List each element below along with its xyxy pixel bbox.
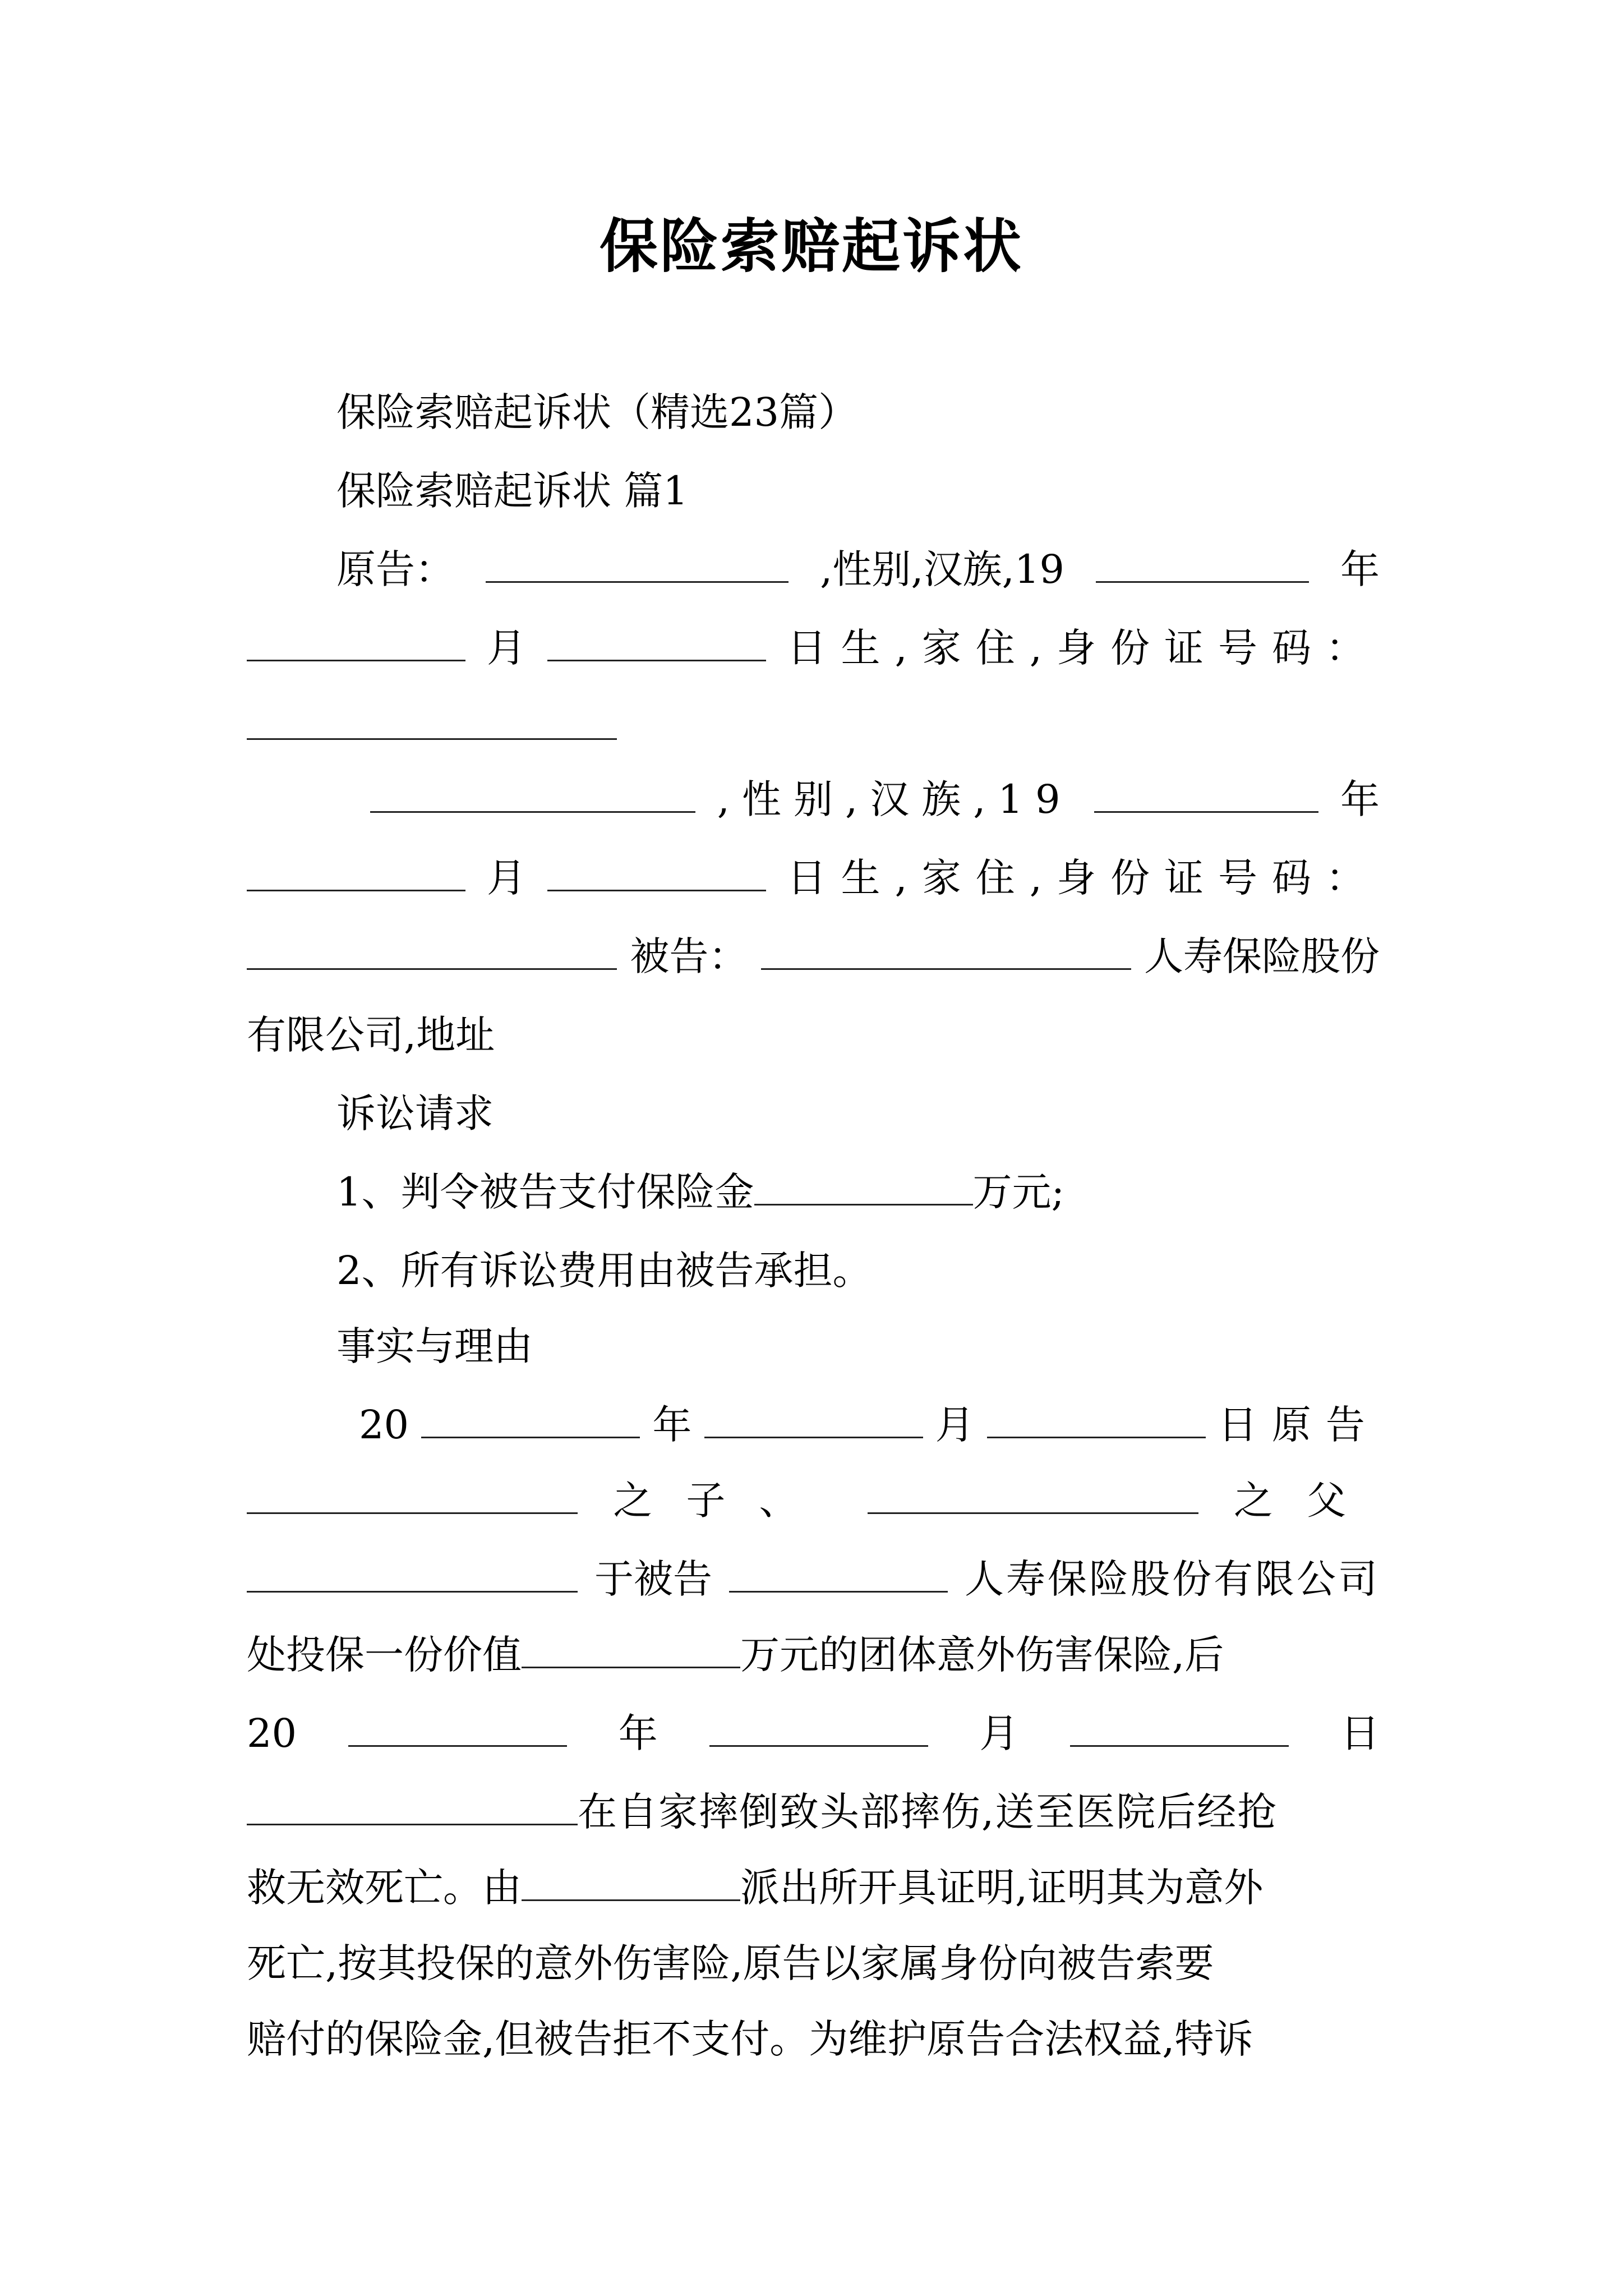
facts-month2-blank bbox=[709, 1708, 928, 1747]
defendant-name-blank bbox=[761, 931, 1131, 970]
facts-year-blank bbox=[421, 1399, 640, 1438]
facts-day-blank bbox=[987, 1399, 1206, 1438]
plaintiff2-line2 bbox=[247, 847, 1380, 909]
claim1-text: 1、判令被告支付保险金 bbox=[336, 1169, 754, 1215]
facts-insured-blank bbox=[247, 1553, 578, 1593]
facts-line9: 赔付的保险金,但被告拒不支付。为维护原告合法权益,特诉 bbox=[247, 2016, 1253, 2062]
facts-line1 bbox=[359, 1394, 1380, 1456]
document-title: 保险索赔起诉状 bbox=[599, 212, 1023, 280]
plaintiff1-gender: ,性别,汉族,19 bbox=[820, 546, 1064, 592]
facts-rescue: 救无效死亡。由 bbox=[247, 1865, 522, 1911]
facts-father: 之父 bbox=[1233, 1478, 1380, 1524]
facts-father-blank bbox=[868, 1475, 1198, 1514]
plaintiff1-id-blank bbox=[247, 701, 617, 740]
plaintiff-label: 原告： bbox=[336, 546, 454, 592]
plaintiff2-gender: ,性别,汉族,19 bbox=[717, 776, 1073, 822]
facts-month-blank bbox=[704, 1399, 923, 1438]
plaintiff2-birthyear-blank bbox=[1094, 774, 1318, 813]
plaintiff1-name-blank bbox=[486, 544, 789, 583]
facts-insure-value: 处投保一份价值 bbox=[247, 1632, 522, 1678]
facts-20b: 20 bbox=[247, 1710, 297, 1756]
facts-month-label: 月 bbox=[935, 1402, 975, 1448]
facts-company: 人寿保险股份有限公司 bbox=[965, 1556, 1380, 1602]
section-heading: 保险索赔起诉状 篇1 bbox=[336, 468, 688, 514]
claim-2: 2、所有诉讼费用由被告承担。 bbox=[336, 1248, 872, 1294]
plaintiff2-month-blank bbox=[247, 852, 465, 891]
claim-1 bbox=[336, 1161, 1469, 1223]
facts-heading: 事实与理由 bbox=[336, 1323, 533, 1369]
facts-line2 bbox=[247, 1470, 1380, 1531]
facts-line8: 死亡,按其投保的意外伤害险,原告以家属身份向被告索要 bbox=[247, 1940, 1214, 1986]
claim1-unit: 万元; bbox=[972, 1169, 1065, 1215]
facts-20: 20 bbox=[359, 1402, 409, 1448]
plaintiff2-year-label: 年 bbox=[1340, 776, 1380, 822]
plaintiff2-day-blank bbox=[547, 852, 766, 891]
plaintiff1-line2 bbox=[247, 617, 1380, 679]
facts-company-blank bbox=[729, 1553, 948, 1593]
claim1-amount-blank bbox=[754, 1166, 973, 1205]
claims-heading: 诉讼请求 bbox=[336, 1091, 494, 1137]
plaintiff2-born-id: 日生,家住,身份证号码： bbox=[787, 855, 1380, 901]
facts-day-plaintiff: 日原告 bbox=[1218, 1402, 1380, 1448]
subtitle: 保险索赔起诉状（精选23篇） bbox=[336, 389, 858, 435]
defendant-line bbox=[247, 926, 1380, 987]
facts-line4 bbox=[247, 1624, 1380, 1686]
facts-value-blank bbox=[522, 1629, 740, 1668]
defendant-company: 人寿保险股份 bbox=[1144, 933, 1380, 979]
facts-certificate: 派出所开具证明,证明其为意外 bbox=[740, 1865, 1264, 1911]
plaintiff2-id-blank bbox=[247, 931, 617, 970]
facts-day2-blank bbox=[1070, 1708, 1289, 1747]
facts-line3 bbox=[247, 1548, 1380, 1610]
facts-line7 bbox=[247, 1857, 1380, 1918]
defendant-company-cont: 有限公司,地址 bbox=[247, 1012, 495, 1058]
plaintiff1-day-blank bbox=[547, 622, 766, 661]
facts-month2-label: 月 bbox=[979, 1710, 1019, 1756]
plaintiff2-line bbox=[370, 769, 1380, 830]
plaintiff1-born-id: 日生,家住,身份证号码： bbox=[787, 625, 1380, 671]
plaintiff1-id-line bbox=[247, 696, 1380, 757]
facts-line5 bbox=[247, 1703, 1380, 1764]
plaintiff1-line bbox=[336, 539, 1380, 600]
plaintiff1-birthyear-blank bbox=[1096, 544, 1309, 583]
facts-son-blank bbox=[247, 1475, 578, 1514]
plaintiff1-year-label: 年 bbox=[1340, 546, 1380, 592]
plaintiff2-month-label: 月 bbox=[486, 855, 526, 901]
facts-line6 bbox=[247, 1781, 1380, 1843]
defendant-label: 被告： bbox=[630, 933, 748, 979]
facts-year-label: 年 bbox=[652, 1402, 692, 1448]
plaintiff2-name-blank bbox=[370, 774, 695, 813]
plaintiff1-month-blank bbox=[247, 622, 465, 661]
facts-police-blank bbox=[522, 1862, 740, 1901]
facts-accident: 在自家摔倒致头部摔伤,送至医院后经抢 bbox=[578, 1789, 1278, 1835]
facts-day2-label: 日 bbox=[1340, 1710, 1380, 1756]
plaintiff1-month-label: 月 bbox=[486, 625, 526, 671]
facts-at-defendant: 于被告 bbox=[594, 1556, 712, 1602]
facts-deceased-blank bbox=[247, 1786, 578, 1825]
facts-insure-type: 万元的团体意外伤害保险,后 bbox=[740, 1632, 1224, 1678]
facts-year2-label: 年 bbox=[618, 1710, 658, 1756]
facts-year2-blank bbox=[348, 1708, 567, 1747]
facts-son: 之子、 bbox=[613, 1478, 832, 1524]
